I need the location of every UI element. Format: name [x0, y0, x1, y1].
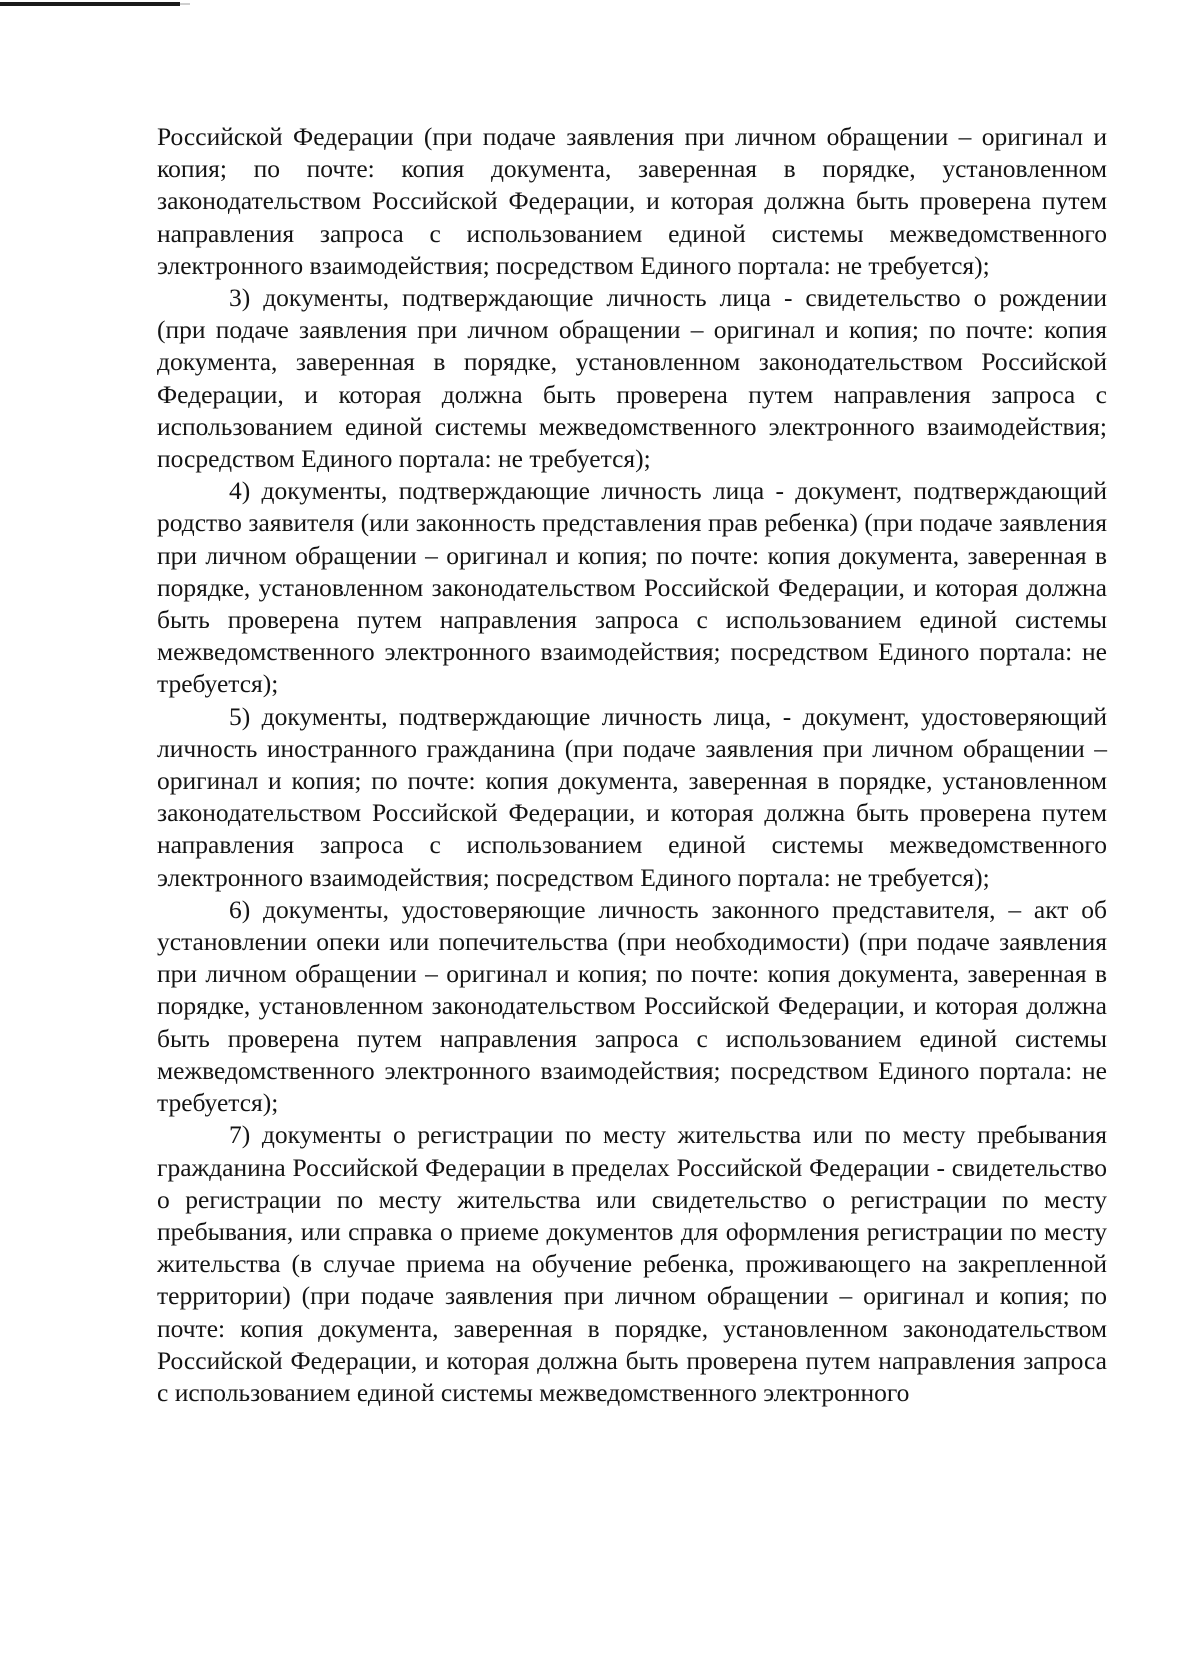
document-body: [157, 121, 1107, 1409]
paragraph-item-4: 4) документы, подтверждающие личность лица - документ, подтверждающий родство заявителя (или законность представления прав ребенка) (при подаче заявления при личном обращении – оригинал и копия; по почте: копия документа, заверенная в порядке, установленном законодательством Российской Федерации, и которая должна быть проверена путем направления запроса с использованием единой системы межведомственного электронного взаимодействия; посредством Единого портала: не требуется);: [157, 476, 1107, 699]
paragraph-item-3: 3) документы, подтверждающие личность лица - свидетельство о рождении (при подаче заявления при личном обращении – оригинал и копия; по почте: копия документа, заверенная в порядке, установленном законодательством Российской Федерации, и которая должна быть проверена путем направления запроса с использованием единой системы межведомственного электронного взаимодействия; посредством Единого портала: не требуется);: [157, 283, 1107, 474]
paragraph-continuation: Российской Федерации (при подаче заявления при личном обращении – оригинал и копия; по почте: копия документа, заверенная в порядке, установленном законодательством Российской Федерации, и которая должна быть проверена путем направления запроса с использованием единой системы межведомственного электронного взаимодействия; посредством Единого портала: не требуется);: [157, 122, 1107, 280]
paragraph-item-6: 6) документы, удостоверяющие личность законного представителя, – акт об установлении опеки или попечительства (при необходимости) (при подаче заявления при личном обращении – оригинал и копия; по почте: копия документа, заверенная в порядке, установленном законодательством Российской Федерации, и которая должна быть проверена путем направления запроса с использованием единой системы межведомственного электронного взаимодействия; посредством Единого портала: не требуется);: [157, 894, 1107, 1118]
paragraph-item-5: 5) документы, подтверждающие личность лица, - документ, удостоверяющий личность иностранного гражданина (при подаче заявления при личном обращении – оригинал и копия; по почте: копия документа, заверенная в порядке, установленном законодательством Российской Федерации, и которая должна быть проверена путем направления запроса с использованием единой системы межведомственного электронного взаимодействия; посредством Единого портала: не требуется);: [157, 701, 1107, 892]
scan-edge-mark-faint: [180, 3, 190, 5]
paragraph-item-7: 7) документы о регистрации по месту жительства или по месту пребывания гражданина Российской Федерации в пределах Российской Федерации - свидетельство о регистрации по месту жительства или свидетельство о регистрации по месту пребывания, или справка о приеме документов для оформления регистрации по месту жительства (в случае приема на обучение ребенка, проживающего на закрепленной территории) (при подаче заявления при личном обращении – оригинал и копия; по почте: копия документа, заверенная в порядке, установленном законодательством Российской Федерации, и которая должна быть проверена путем направления запроса с использованием единой системы межведомственного электронного: [157, 1120, 1107, 1407]
scan-edge-mark: [0, 2, 180, 6]
